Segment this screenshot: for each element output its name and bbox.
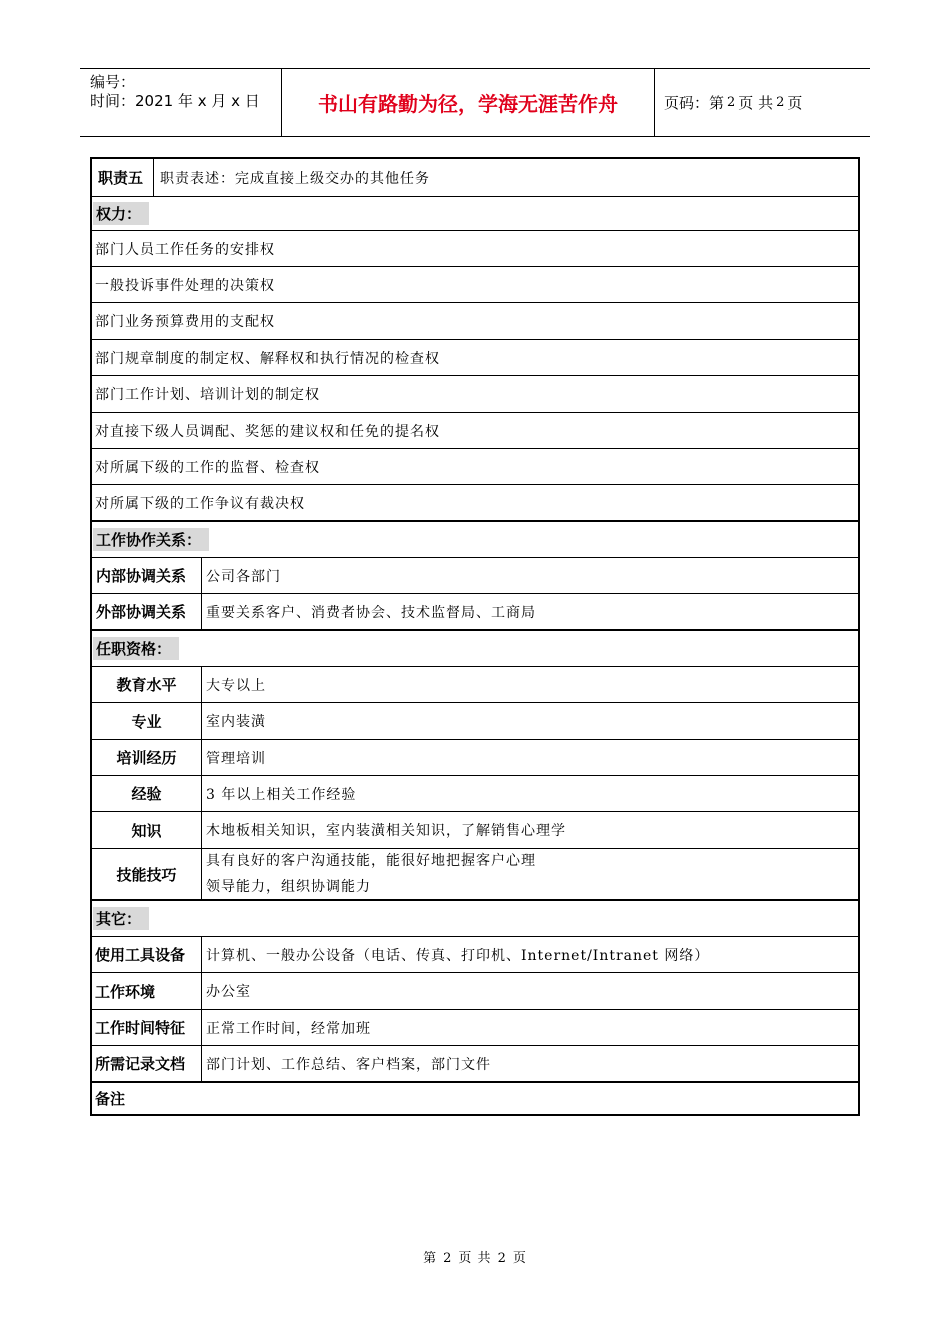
footer-page-total: 2 [497, 1251, 507, 1266]
power-row: 对直接下级人员调配、奖惩的建议权和任免的提名权 [92, 413, 858, 449]
remark-label: 备注 [95, 1090, 126, 1108]
power-row: 部门规章制度的制定权、解释权和执行情况的检查权 [92, 340, 858, 376]
qual-row-experience: 经验 3 年以上相关工作经验 [92, 776, 858, 812]
power-row: 部门工作计划、培训计划的制定权 [92, 376, 858, 413]
other-row-tools: 使用工具设备 计算机、一般办公设备（电话、传真、打印机、Internet/Intranet 网络） [92, 937, 858, 973]
power-row: 对所属下级的工作的监督、检查权 [92, 449, 858, 485]
other-row-hours: 工作时间特征 正常工作时间，经常加班 [92, 1010, 858, 1046]
header-page-info: 页码：第 2 页 共 2 页 [664, 94, 803, 112]
page-footer: 第 2 页 共 2 页 [423, 1251, 527, 1266]
other-title: 其它： [93, 907, 149, 930]
collab-row-external: 外部协调关系 重要关系客户、消费者协会、技术监督局、工商局 [92, 594, 858, 631]
header-page-total: 2 [776, 95, 785, 110]
qual-row-major: 专业 室内装潢 [92, 703, 858, 740]
power-row: 一般投诉事件处理的决策权 [92, 267, 858, 303]
powers-header-row [92, 197, 858, 231]
header-page-num: 2 [727, 95, 736, 110]
power-row: 部门业务预算费用的支配权 [92, 303, 858, 340]
header-meta [80, 69, 282, 136]
header-motto: 书山有路勤为径，学海无涯苦作舟 [282, 69, 655, 136]
collab-header-row [92, 522, 858, 558]
remark-row [92, 1083, 858, 1114]
powers-title: 权力： [93, 202, 149, 225]
skills-line-1: 具有良好的客户沟通技能，能很好地把握客户心理 [206, 853, 536, 869]
qual-row-education: 教育水平 大专以上 [92, 667, 858, 703]
other-row-documents: 所需记录文档 部门计划、工作总结、客户档案，部门文件 [92, 1046, 858, 1083]
qual-row-skills: 技能技巧 具有良好的客户沟通技能，能很好地把握客户心理 领导能力，组织协调能力 [92, 849, 858, 901]
qual-header-row [92, 631, 858, 667]
qual-row-training: 培训经历 管理培训 [92, 740, 858, 776]
duty5-text: 职责表述：完成直接上级交办的其他任务 [160, 170, 430, 187]
collab-row-internal: 内部协调关系 公司各部门 [92, 558, 858, 594]
qual-row-knowledge: 知识 木地板相关知识，室内装潢相关知识，了解销售心理学 [92, 812, 858, 849]
qual-title: 任职资格： [93, 637, 179, 660]
duty5-label: 职责五 [92, 159, 154, 196]
other-row-environment: 工作环境 办公室 [92, 973, 858, 1010]
skills-line-2: 领导能力，组织协调能力 [206, 879, 371, 895]
time-label: 时间：2021 年 x 月 x 日 [90, 92, 260, 110]
power-row: 部门人员工作任务的安排权 [92, 231, 858, 267]
collab-title: 工作协作关系： [93, 528, 209, 551]
page-header [80, 68, 870, 137]
footer-page-num: 2 [443, 1251, 453, 1266]
code-label: 编号： [90, 73, 136, 91]
duty5-row [92, 159, 858, 197]
job-description-table [90, 157, 860, 1116]
power-row: 对所属下级的工作争议有裁决权 [92, 485, 858, 522]
other-header-row [92, 901, 858, 937]
